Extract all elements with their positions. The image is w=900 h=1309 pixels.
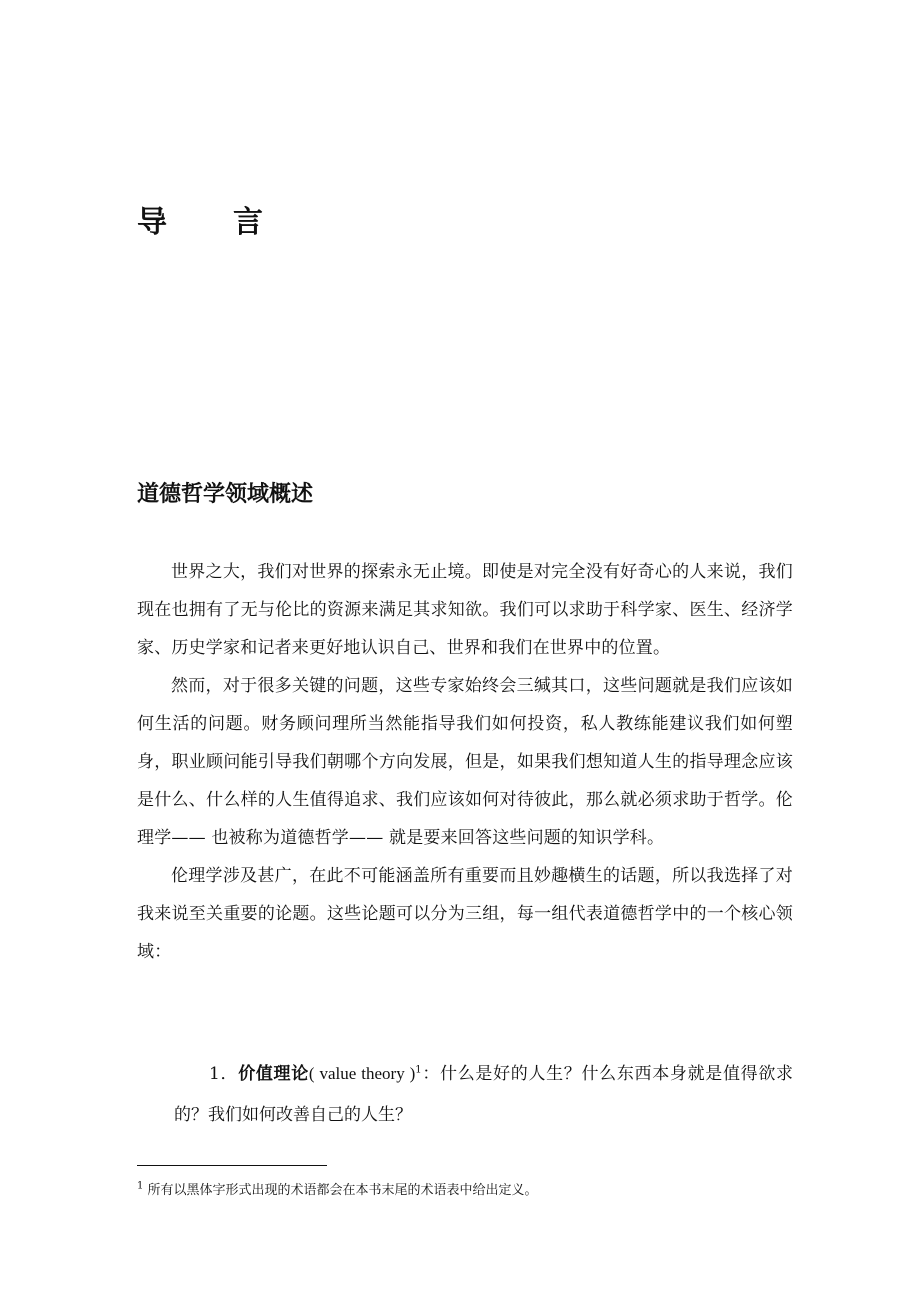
chapter-title (137, 203, 263, 243)
footnote (137, 1181, 797, 1201)
list-item-english-term: ( value theory ) (308, 1064, 416, 1083)
paragraph-1: 世界之大，我们对世界的探索永无止境。即使是对完全没有好奇心的人来说，我们现在也拥有了无与伦比的资源来满足其求知欲。我们可以求助于科学家、医生、经济学家、历史学家和记者来更好地认识自己、世界和我们在世界中的位置。 (137, 562, 793, 658)
paragraph-2: 然而，对于很多关键的问题，这些专家始终会三缄其口，这些问题就是我们应该如何生活的问题。财务顾问理所当然能指导我们如何投资，私人教练能建议我们如何塑身，职业顾问能引导我们朝哪个方向发展，但是，如果我们想知道人生的指导理念应该是什么、什么样的人生值得追求、我们应该如何对待彼此，那么就必须求助于哲学。伦理学—— 也被称为道德哲学—— 就是要来回答这些问题的知识学科。 (137, 676, 793, 848)
chapter-title-char-2: 言 (233, 205, 263, 240)
list-item-number: 1． (209, 1064, 239, 1084)
footnote-reference[interactable]: 1 (415, 1064, 422, 1076)
topic-list (137, 1053, 793, 1136)
chapter-title-char-1: 导 (137, 205, 167, 240)
footnote-mark: 1 (137, 1180, 144, 1192)
list-item-term: 价值理论 (238, 1064, 309, 1084)
body-text (137, 553, 793, 971)
footnote-divider (137, 1165, 327, 1166)
list-item-text: ：什么是好的人生？什么东西本身就是值得欲求的？我们如何改善自己的人生？ (174, 1064, 793, 1125)
section-heading: 道德哲学领域概述 (137, 482, 314, 507)
list-item (137, 1053, 793, 1136)
footnote-text: 所有以黑体字形式出现的术语都会在本书末尾的术语表中给出定义。 (147, 1183, 538, 1198)
paragraph-3: 伦理学涉及甚广，在此不可能涵盖所有重要而且妙趣横生的话题，所以我选择了对我来说至关重要的论题。这些论题可以分为三组，每一组代表道德哲学中的一个核心领域： (137, 866, 793, 962)
